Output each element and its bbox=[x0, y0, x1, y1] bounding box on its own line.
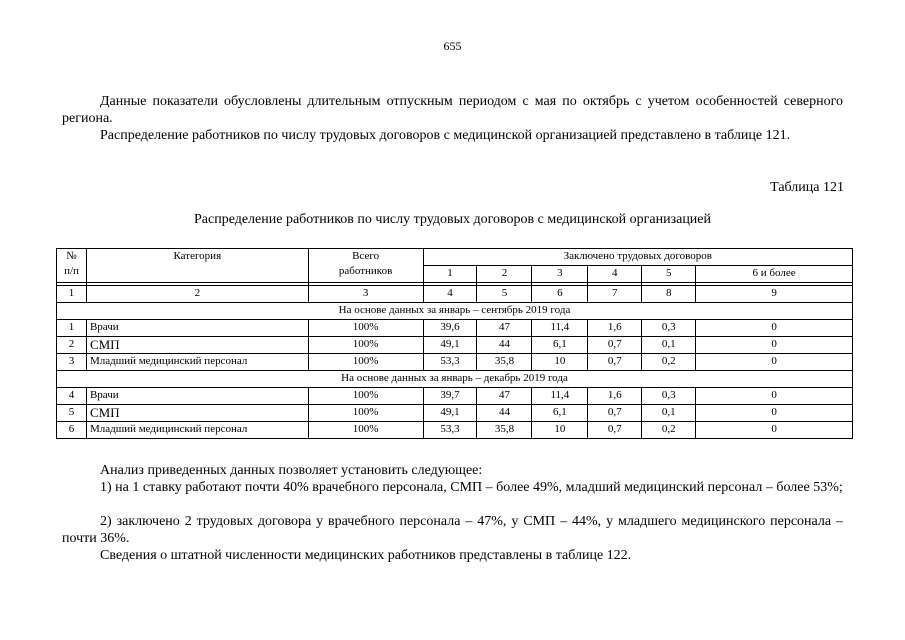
table-row bbox=[57, 388, 853, 405]
colnum: 5 bbox=[477, 286, 532, 303]
table-row bbox=[57, 354, 853, 371]
cell: 47 bbox=[477, 320, 532, 337]
cell: 47 bbox=[477, 388, 532, 405]
cell: 0 bbox=[696, 405, 853, 422]
paragraph-intro-2: Распределение работников по числу трудовых договоров с медицинской организацией представлено в таблице 121. bbox=[100, 128, 791, 143]
cell-category: Врачи bbox=[86, 388, 308, 405]
column-numbers-row bbox=[57, 286, 853, 303]
colnum: 4 bbox=[423, 286, 477, 303]
cell: 35,8 bbox=[477, 422, 532, 439]
header-num: № п/п bbox=[57, 249, 87, 283]
paragraph-analysis-1: 1) на 1 ставку работают почти 40% врачебного персонала, СМП – более 49%, младший медицинский персонал – более 53%; bbox=[100, 480, 843, 495]
cell: 10 bbox=[532, 422, 588, 439]
header-sub-5: 5 bbox=[642, 266, 696, 283]
cell: 53,3 bbox=[423, 354, 477, 371]
cell: 1 bbox=[57, 320, 87, 337]
header-sub-1: 1 bbox=[423, 266, 477, 283]
colnum: 8 bbox=[642, 286, 696, 303]
cell-category: СМП bbox=[86, 405, 308, 422]
colnum: 3 bbox=[308, 286, 423, 303]
cell: 11,4 bbox=[532, 388, 588, 405]
section-header bbox=[57, 371, 853, 388]
header-sub-3: 3 bbox=[532, 266, 588, 283]
cell: 44 bbox=[477, 405, 532, 422]
cell: 0,3 bbox=[642, 388, 696, 405]
cell: 100% bbox=[308, 388, 423, 405]
cell: 35,8 bbox=[477, 354, 532, 371]
colnum: 9 bbox=[696, 286, 853, 303]
cell: 49,1 bbox=[423, 337, 477, 354]
colnum: 6 bbox=[532, 286, 588, 303]
cell: 0,2 bbox=[642, 354, 696, 371]
cell: 1,6 bbox=[588, 388, 642, 405]
cell: 6,1 bbox=[532, 337, 588, 354]
cell: 0,2 bbox=[642, 422, 696, 439]
header-sub-6: 6 и более bbox=[696, 266, 853, 283]
header-category: Категория bbox=[86, 249, 308, 283]
cell: 0,1 bbox=[642, 405, 696, 422]
colnum: 2 bbox=[86, 286, 308, 303]
cell: 100% bbox=[308, 354, 423, 371]
header-total: Всего работников bbox=[308, 249, 423, 283]
cell: 0 bbox=[696, 337, 853, 354]
cell: 100% bbox=[308, 405, 423, 422]
cell: 1,6 bbox=[588, 320, 642, 337]
cell-category: Младший медицинский персонал bbox=[86, 422, 308, 439]
cell: 5 bbox=[57, 405, 87, 422]
cell: 53,3 bbox=[423, 422, 477, 439]
cell: 10 bbox=[532, 354, 588, 371]
data-table bbox=[56, 248, 853, 439]
cell-category: СМП bbox=[86, 337, 308, 354]
cell: 39,7 bbox=[423, 388, 477, 405]
table-row bbox=[57, 337, 853, 354]
cell: 0 bbox=[696, 388, 853, 405]
table-title: Распределение работников по числу трудовых договоров с медицинской организацией bbox=[193, 212, 712, 227]
cell: 6 bbox=[57, 422, 87, 439]
header-sub-4: 4 bbox=[588, 266, 642, 283]
cell: 39,6 bbox=[423, 320, 477, 337]
cell: 4 bbox=[57, 388, 87, 405]
cell: 100% bbox=[308, 320, 423, 337]
cell: 100% bbox=[308, 422, 423, 439]
section-header bbox=[57, 303, 853, 320]
section-title: На основе данных за январь – декабрь 2019 года bbox=[57, 371, 853, 388]
header-sub-2: 2 bbox=[477, 266, 532, 283]
cell: 3 bbox=[57, 354, 87, 371]
cell: 0 bbox=[696, 422, 853, 439]
cell: 0 bbox=[696, 354, 853, 371]
cell: 44 bbox=[477, 337, 532, 354]
paragraph-analysis-intro: Анализ приведенных данных позволяет установить следующее: bbox=[100, 463, 483, 478]
header-contracts: Заключено трудовых договоров bbox=[423, 249, 852, 266]
table-label: Таблица 121 bbox=[770, 180, 844, 195]
table-row bbox=[57, 422, 853, 439]
cell: 0,7 bbox=[588, 422, 642, 439]
paragraph-intro-1: Данные показатели обусловлены длительным отпускным периодом с мая по октябрь с учетом особенностей северного региона. bbox=[62, 94, 843, 126]
cell: 0,1 bbox=[642, 337, 696, 354]
cell: 0,7 bbox=[588, 405, 642, 422]
cell: 100% bbox=[308, 337, 423, 354]
table-row bbox=[57, 320, 853, 337]
colnum: 1 bbox=[57, 286, 87, 303]
cell: 6,1 bbox=[532, 405, 588, 422]
paragraph-analysis-3: Сведения о штатной численности медицинских работников представлены в таблице 122. bbox=[100, 548, 632, 563]
colnum: 7 bbox=[588, 286, 642, 303]
cell: 0 bbox=[696, 320, 853, 337]
cell: 0,3 bbox=[642, 320, 696, 337]
cell: 0,7 bbox=[588, 337, 642, 354]
paragraph-analysis-2: 2) заключено 2 трудовых договора у врачебного персонала – 47%, у СМП – 44%, у младшего медицинского персонала – почти 36%. bbox=[62, 514, 843, 546]
cell: 49,1 bbox=[423, 405, 477, 422]
cell-category: Младший медицинский персонал bbox=[86, 354, 308, 371]
cell: 11,4 bbox=[532, 320, 588, 337]
cell: 2 bbox=[57, 337, 87, 354]
header-row bbox=[57, 249, 853, 266]
table-row bbox=[57, 405, 853, 422]
cell: 0,7 bbox=[588, 354, 642, 371]
cell-category: Врачи bbox=[86, 320, 308, 337]
page-number: 655 bbox=[443, 39, 462, 53]
section-title: На основе данных за январь – сентябрь 2019 года bbox=[57, 303, 853, 320]
